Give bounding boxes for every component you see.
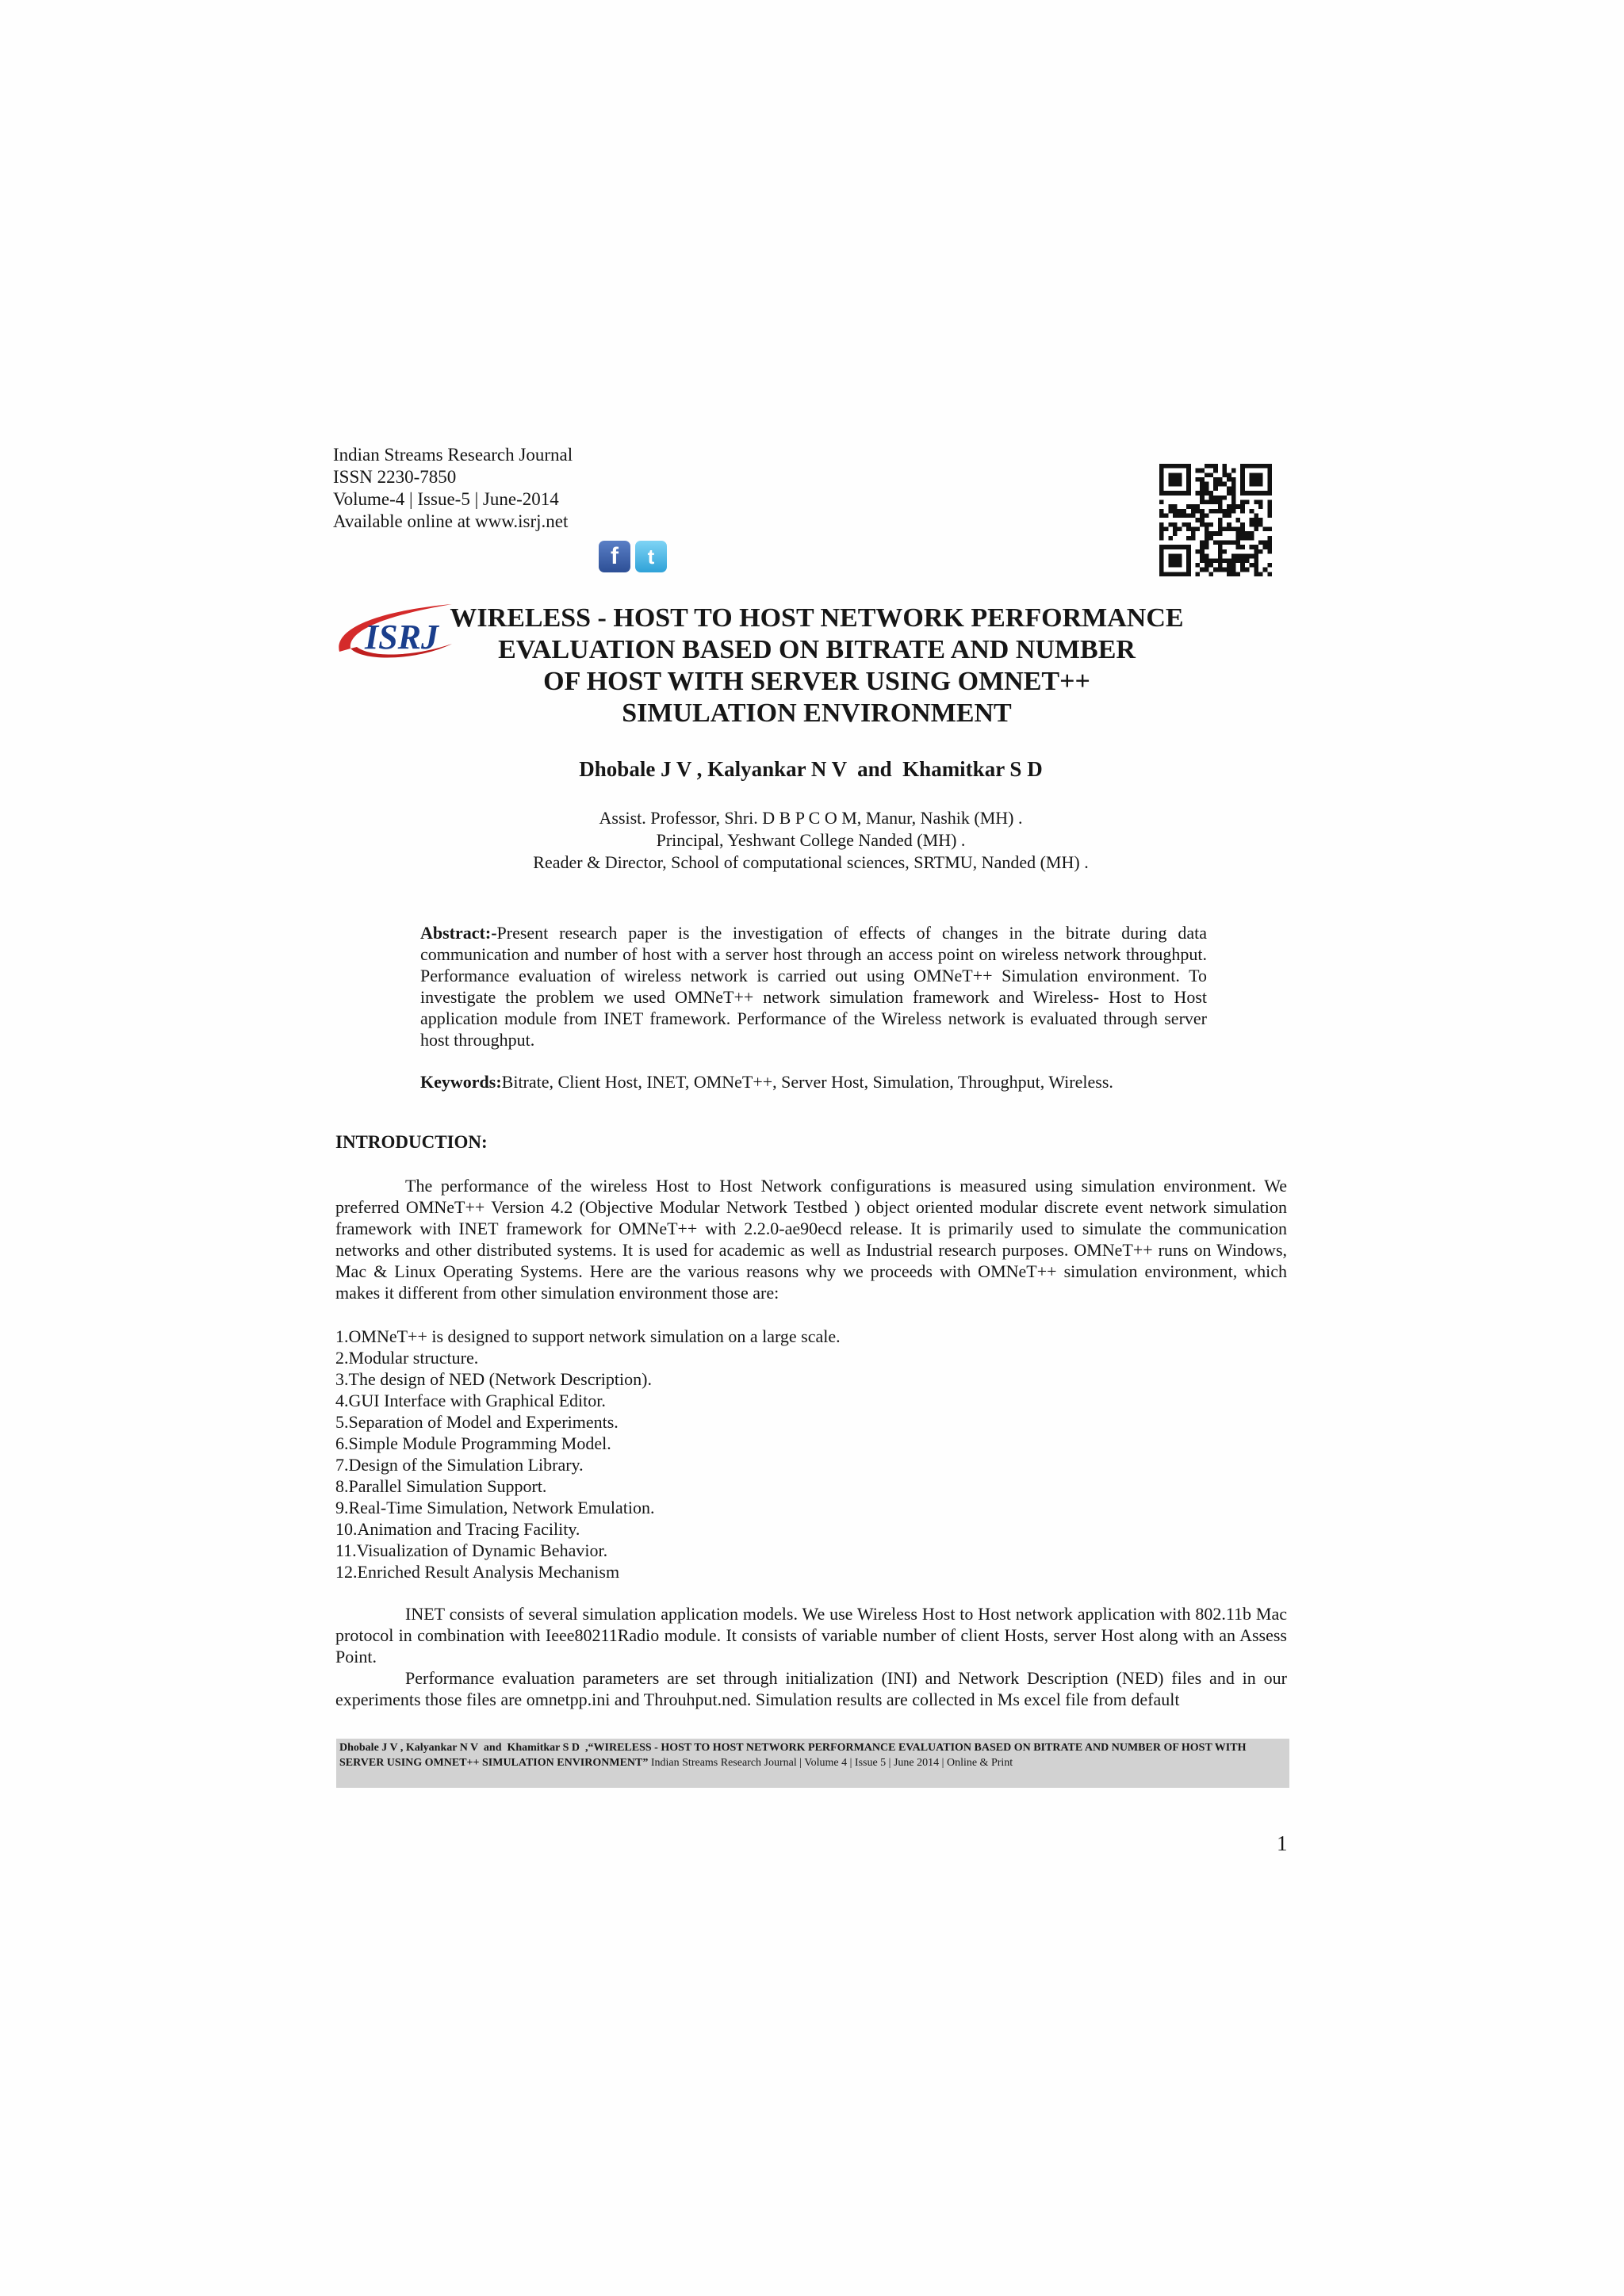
list-item: 4.GUI Interface with Graphical Editor. — [335, 1391, 606, 1410]
affiliation: Principal, Yeshwant College Nanded (MH) . — [656, 830, 966, 850]
title-line: EVALUATION BASED ON BITRATE AND NUMBER — [498, 635, 1136, 664]
social-icons — [599, 541, 667, 572]
affiliation: Reader & Director, School of computational sciences, SRTMU, Nanded (MH) . — [533, 852, 1089, 872]
introduction-heading: INTRODUCTION: — [335, 1132, 488, 1152]
list-item: 10.Animation and Tracing Facility. — [335, 1519, 580, 1539]
list-item: 7.Design of the Simulation Library. — [335, 1455, 584, 1475]
journal-meta — [333, 444, 573, 533]
keywords-label: Keywords: — [420, 1072, 502, 1092]
qr-code-icon — [1159, 464, 1272, 576]
paragraph-text: Performance evaluation parameters are set through initialization (INI) and Network Description (NED) files and in our experiments those files are omnetpp.ini and Throuhput.ned. Simulation results are collected in Ms excel file from default — [335, 1668, 1287, 1709]
paper-title — [444, 603, 1189, 729]
isrj-logo — [333, 596, 460, 672]
inet-paragraph — [335, 1603, 1287, 1667]
abstract — [420, 922, 1207, 1050]
title-line: OF HOST WITH SERVER USING OMNET++ — [543, 667, 1090, 696]
journal-volume-issue: Volume-4 | Issue-5 | June-2014 — [333, 489, 559, 509]
paragraph-text: The performance of the wireless Host to Host Network configurations is measured using simulation environment. We preferred OMNeT++ Version 4.2 (Objective Modular Network Testbed ) object oriented modular discrete event network simulation framework with INET framework for OMNeT++ with 2.2.0-ae90ecd release. It is primarily used to simulate the communication networks and other distributed systems. It is used for academic as well as Industrial research purposes. OMNeT++ runs on Windows, Mac & Linux Operating Systems. Here are the various reasons why we proceeds with OMNeT++ simulation environment, which makes it different from other simulation environment those are: — [335, 1176, 1287, 1303]
feature-list — [335, 1326, 841, 1582]
intro-paragraph — [335, 1175, 1287, 1303]
paragraph-text: INET consists of several simulation application models. We use Wireless Host to Host network application with 802.11b Mac protocol in combination with Ieee80211Radio module. It consists of variable number of client Hosts, server Host along with an Assess Point. — [335, 1604, 1287, 1667]
keywords-text: Bitrate, Client Host, INET, OMNeT++, Server Host, Simulation, Throughput, Wireless. — [501, 1072, 1113, 1092]
list-item: 3.The design of NED (Network Description). — [335, 1369, 652, 1389]
list-item: 9.Real-Time Simulation, Network Emulation. — [335, 1498, 655, 1517]
keywords — [420, 1072, 1207, 1093]
list-item: 1.OMNeT++ is designed to support network simulation on a large scale. — [335, 1326, 841, 1346]
affiliations — [333, 807, 1289, 874]
page-number: 1 — [1277, 1831, 1288, 1855]
list-item: 11.Visualization of Dynamic Behavior. — [335, 1540, 608, 1560]
facebook-icon[interactable]: f — [599, 541, 630, 572]
abstract-text: Present research paper is the investigation of effects of changes in the bitrate during data communication and number of host with a server host through an access point on wireless network throughput. Performance evaluation of wireless network is carried out using OMNeT++ Simulation environment. To investigate the problem we used OMNeT++ network simulation framework and Wireless- Host to Host application module from INET framework. Performance of the Wireless network is evaluated through server host throughput. — [420, 923, 1207, 1050]
abstract-label: Abstract:- — [420, 923, 497, 943]
list-item: 2.Modular structure. — [335, 1348, 479, 1368]
journal-issn: ISSN 2230-7850 — [333, 467, 457, 487]
list-item: 12.Enriched Result Analysis Mechanism — [335, 1562, 620, 1582]
journal-availability: Available online at www.isrj.net — [333, 511, 569, 531]
citation-bold: Dhobale J V , Kalyankar N V and Khamitkar S D ,“WIRELESS - HOST TO HOST NETWORK PERFORMANCE EVALUATION BASED ON BITRATE AND NUMBER OF HOST WITH SERVER USING OMNET++ SIMULATION ENVIRONMENT” — [339, 1742, 1249, 1769]
twitter-icon[interactable]: t — [635, 541, 667, 572]
title-line: SIMULATION ENVIRONMENT — [622, 698, 1012, 728]
list-item: 5.Separation of Model and Experiments. — [335, 1412, 619, 1432]
citation-footer — [336, 1739, 1289, 1788]
authors: Dhobale J V , Kalyankar N V and Khamitkar S D — [579, 757, 1043, 781]
affiliation: Assist. Professor, Shri. D B P C O M, Manur, Nashik (MH) . — [599, 808, 1023, 828]
citation-plain: Indian Streams Research Journal | Volume 4 | Issue 5 | June 2014 | Online & Print — [648, 1757, 1013, 1769]
parameters-paragraph — [335, 1667, 1287, 1710]
list-item: 6.Simple Module Programming Model. — [335, 1433, 611, 1453]
logo-text: ISRJ — [365, 618, 439, 656]
title-line: WIRELESS - HOST TO HOST NETWORK PERFORMANCE — [450, 603, 1184, 633]
journal-name: Indian Streams Research Journal — [333, 445, 573, 465]
list-item: 8.Parallel Simulation Support. — [335, 1476, 547, 1496]
